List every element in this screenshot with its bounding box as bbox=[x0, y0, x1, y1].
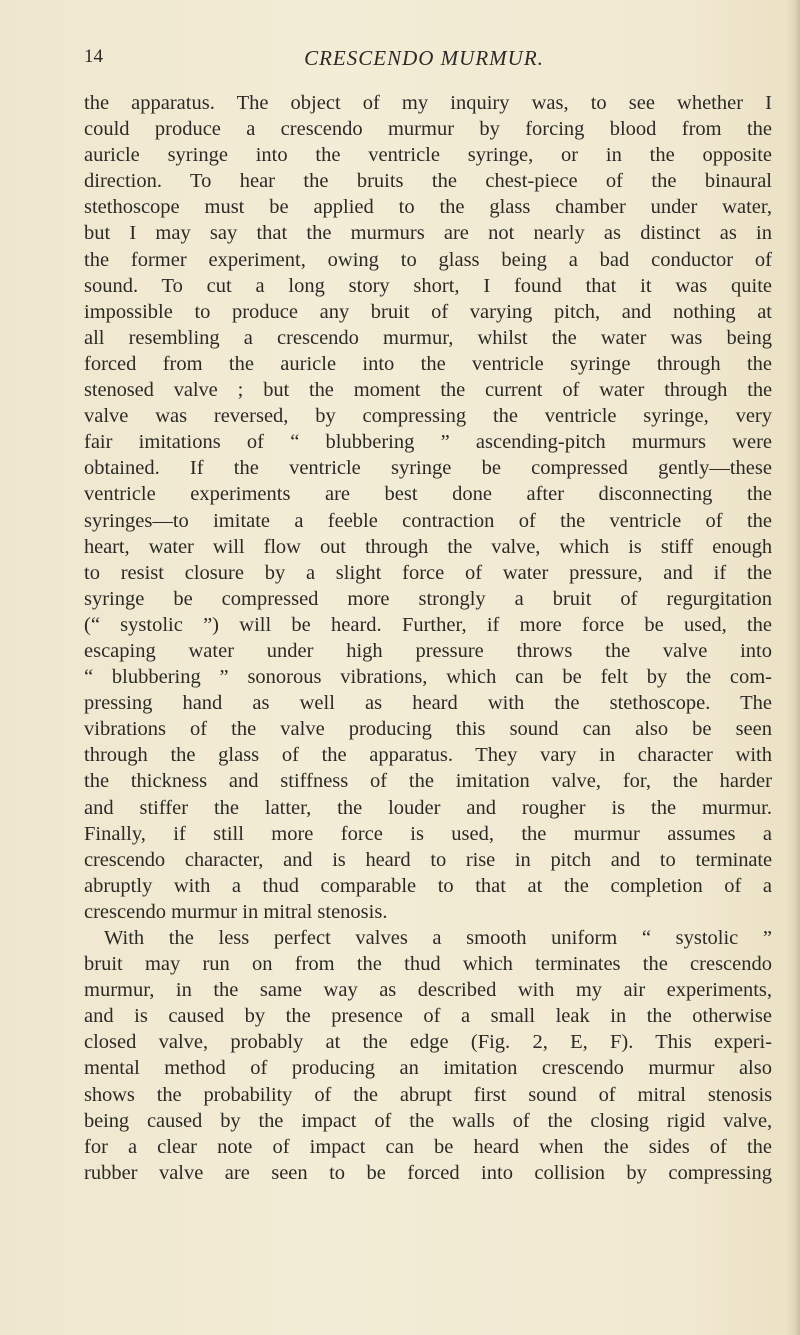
text-line: stethoscope must be applied to the glass chamber under water, bbox=[84, 196, 772, 219]
text-line: heart, water will flow out through the valve, which is stiff enough bbox=[84, 535, 772, 558]
text-line: vibrations of the valve producing this sound can also be seen bbox=[84, 718, 772, 741]
text-line: could produce a crescendo murmur by forcing blood from the bbox=[84, 118, 772, 141]
text-line: forced from the auricle into the ventricle syringe through the bbox=[84, 352, 772, 375]
text-line: impossible to produce any bruit of varying pitch, and nothing at bbox=[84, 300, 772, 323]
text-line: (“ systolic ”) will be heard. Further, if more force be used, the bbox=[84, 613, 772, 636]
text-line: bruit may run on from the thud which terminates the crescendo bbox=[84, 953, 772, 976]
text-line: the apparatus. The object of my inquiry was, to see whether I bbox=[84, 92, 772, 114]
text-line: the former experiment, owing to glass being a bad conductor of bbox=[84, 248, 772, 271]
running-title: CRESCENDO MURMUR. bbox=[304, 46, 544, 70]
text-line: escaping water under high pressure throws the valve into bbox=[84, 639, 772, 662]
page-number: 14 bbox=[84, 46, 103, 67]
text-line: auricle syringe into the ventricle syringe, or in the opposite bbox=[84, 144, 772, 167]
page-edge-shadow bbox=[786, 0, 800, 1335]
text-line: abruptly with a thud comparable to that at the completion of a bbox=[84, 874, 772, 897]
text-line: stenosed valve ; but the moment the current of water through the bbox=[84, 379, 772, 402]
text-line: syringe be compressed more strongly a bruit of regurgitation bbox=[84, 587, 772, 610]
text-line: and is caused by the presence of a small leak in the otherwise bbox=[84, 1005, 772, 1028]
text-line: to resist closure by a slight force of water pressure, and if the bbox=[84, 561, 772, 584]
text-line: pressing hand as well as heard with the stethoscope. The bbox=[84, 692, 772, 715]
text-line: “ blubbering ” sonorous vibrations, which can be felt by the com- bbox=[84, 666, 772, 689]
text-line: through the glass of the apparatus. They vary in character with bbox=[84, 744, 772, 767]
text-line: obtained. If the ventricle syringe be compressed gently—these bbox=[84, 457, 772, 480]
text-line: direction. To hear the bruits the chest-piece of the binaural bbox=[84, 170, 772, 193]
page-header bbox=[84, 46, 764, 76]
text-line: fair imitations of “ blubbering ” ascending-pitch murmurs were bbox=[84, 431, 772, 454]
text-line: mental method of producing an imitation crescendo murmur also bbox=[84, 1057, 772, 1080]
text-line: crescendo character, and is heard to rise in pitch and to terminate bbox=[84, 848, 772, 871]
text-line: ventricle experiments are best done after disconnecting the bbox=[84, 483, 772, 506]
text-line: all resembling a crescendo murmur, whilst the water was being bbox=[84, 326, 772, 349]
text-line: rubber valve are seen to be forced into collision by compressing bbox=[84, 1161, 772, 1184]
text-line: syringes—to imitate a feeble contraction of the ventricle of the bbox=[84, 509, 772, 532]
text-line: shows the probability of the abrupt first sound of mitral stenosis bbox=[84, 1083, 772, 1106]
text-line: With the less perfect valves a smooth uniform “ systolic ” bbox=[104, 927, 772, 949]
text-line: crescendo murmur in mitral stenosis. bbox=[84, 900, 388, 923]
text-line: Finally, if still more force is used, the murmur assumes a bbox=[84, 822, 772, 845]
text-line: being caused by the impact of the walls of the closing rigid valve, bbox=[84, 1109, 772, 1132]
text-line: but I may say that the murmurs are not nearly as distinct as in bbox=[84, 222, 772, 245]
text-line: the thickness and stiffness of the imitation valve, for, the harder bbox=[84, 770, 772, 793]
body-text bbox=[84, 90, 772, 1186]
text-line: closed valve, probably at the edge (Fig. 2, E, F). This experi- bbox=[84, 1031, 772, 1054]
text-line: valve was reversed, by compressing the ventricle syringe, very bbox=[84, 405, 772, 428]
text-line: and stiffer the latter, the louder and rougher is the murmur. bbox=[84, 796, 772, 819]
text-line: sound. To cut a long story short, I found that it was quite bbox=[84, 274, 772, 297]
text-line: murmur, in the same way as described with my air experiments, bbox=[84, 979, 772, 1002]
text-line: for a clear note of impact can be heard when the sides of the bbox=[84, 1135, 772, 1158]
